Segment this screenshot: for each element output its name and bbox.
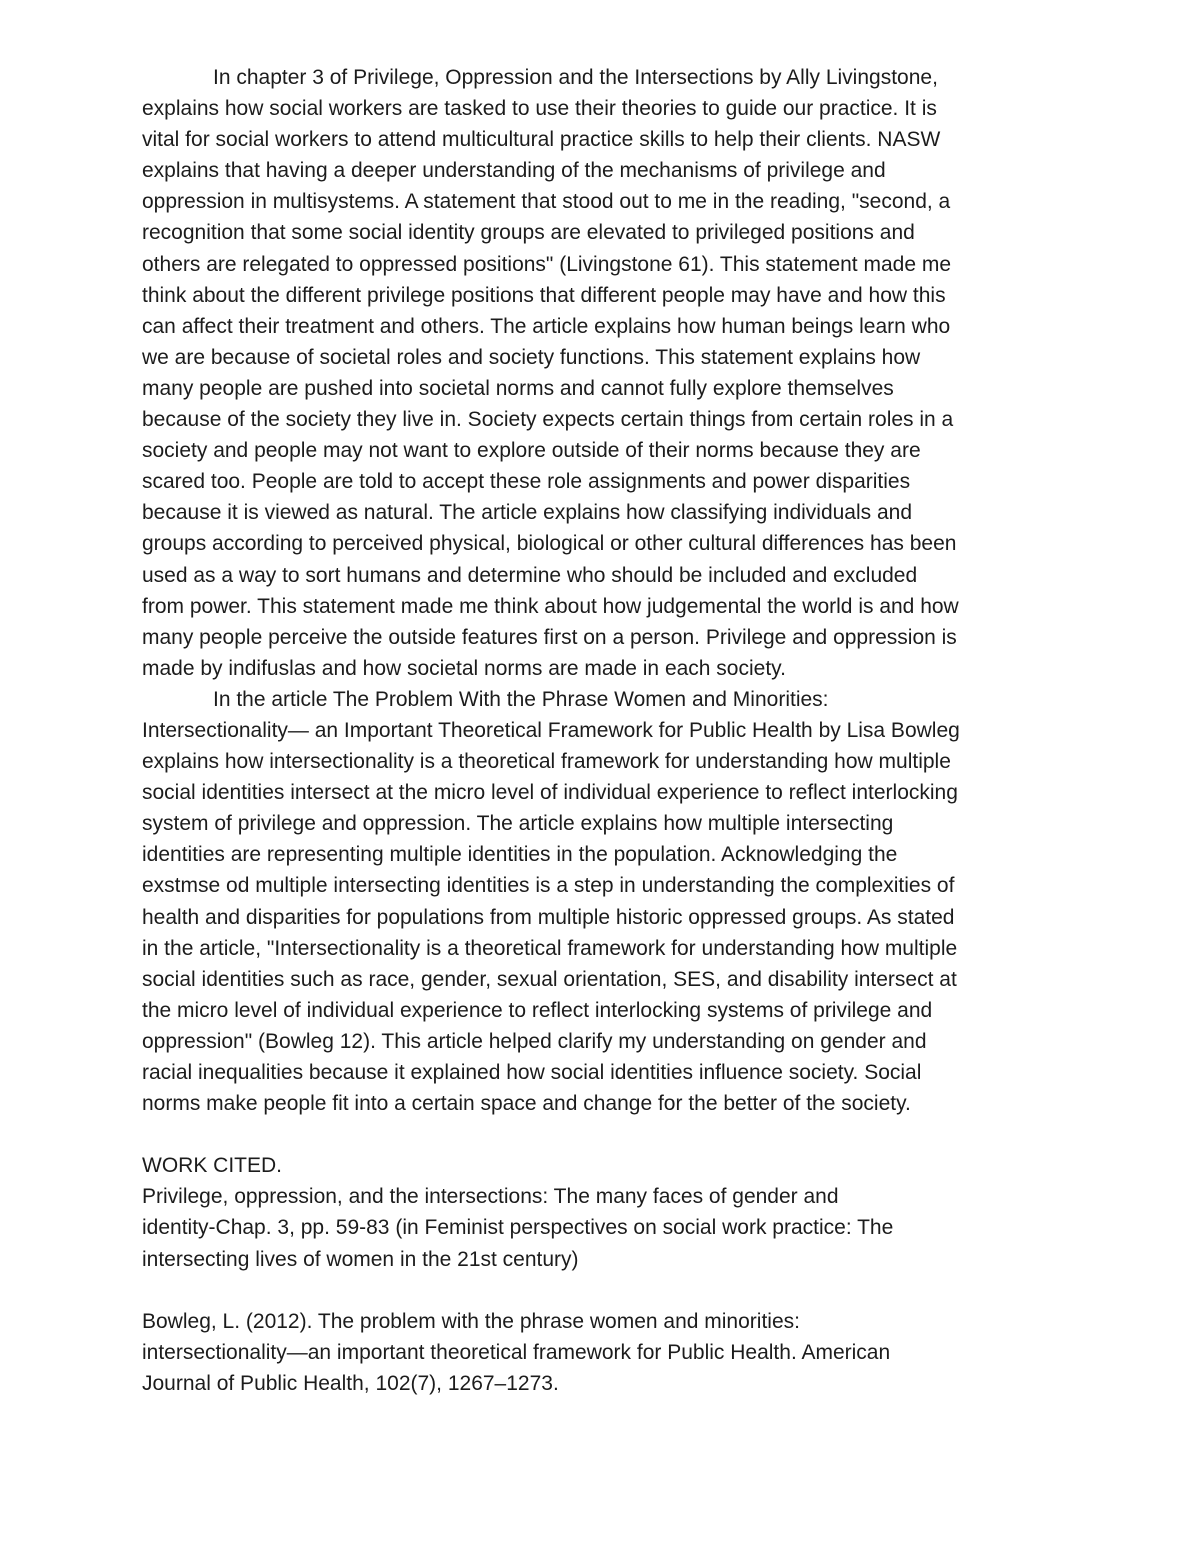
works-cited-heading: WORK CITED. [142,1154,282,1178]
paragraph-2 [142,684,1082,1119]
paragraph-1 [142,62,1082,684]
paragraph-line: because it is viewed as natural. The article explains how classifying individuals and [142,501,913,525]
paragraph-line: In the article The Problem With the Phrase Women and Minorities: [213,687,829,711]
paragraph-line: used as a way to sort humans and determine who should be included and excluded [142,563,918,587]
paragraph-line: from power. This statement made me think about how judgemental the world is and how [142,594,959,618]
citation-line: intersecting lives of women in the 21st century) [142,1247,579,1271]
paragraph-line: norms make people fit into a certain space and change for the better of the society. [142,1092,911,1116]
paragraph-line: we are because of societal roles and society functions. This statement explains how [142,345,921,369]
paragraph-line: explains how intersectionality is a theoretical framework for understanding how multiple [142,750,951,774]
citation-line: Bowleg, L. (2012). The problem with the phrase women and minorities: [142,1309,800,1333]
citation-line: identity-Chap. 3, pp. 59-83 (in Feminist perspectives on social work practice: The [142,1216,894,1240]
paragraph-line: oppression" (Bowleg 12). This article helped clarify my understanding on gender and [142,1029,927,1053]
document-body [142,62,1082,1399]
paragraph-line: think about the different privilege positions that different people may have and how this [142,283,946,307]
blank-line [142,1275,1082,1306]
paragraph-line: In chapter 3 of Privilege, Oppression and the Intersections by Ally Livingstone, [213,66,938,89]
paragraph-line: racial inequalities because it explained how social identities influence society. Social [142,1061,922,1084]
paragraph-line: in the article, "Intersectionality is a theoretical framework for understanding how multiple [142,936,958,960]
paragraph-line: social identities intersect at the micro level of individual experience to reflect interlocking [142,781,958,805]
paragraph-line: can affect their treatment and others. The article explains how human beings learn who [142,314,951,338]
paragraph-line: explains how social workers are tasked to use their theories to guide our practice. It is [142,97,937,121]
paragraph-line: groups according to perceived physical, biological or other cultural differences has been [142,532,957,556]
paragraph-line: vital for social workers to attend multicultural practice skills to help their clients. NASW [142,128,941,152]
paragraph-line: explains that having a deeper understanding of the mechanisms of privilege and [142,159,886,183]
paragraph-line: society and people may not want to explore outside of their norms because they are [142,439,921,463]
paragraph-line: oppression in multisystems. A statement that stood out to me in the reading, "second, a [142,190,951,214]
citation-line: Journal of Public Health, 102(7), 1267–1273. [142,1371,559,1395]
paragraph-line: many people perceive the outside features first on a person. Privilege and oppression is [142,625,957,649]
paragraph-line: system of privilege and oppression. The article explains how multiple intersecting [142,812,894,836]
citation-2 [142,1306,1082,1399]
blank-line [142,1119,1082,1150]
citation-1 [142,1181,1082,1274]
works-cited-section [142,1150,1082,1399]
paragraph-line: others are relegated to oppressed positions" (Livingstone 61). This statement made me [142,252,952,276]
paragraph-line: social identities such as race, gender, sexual orientation, SES, and disability intersect at [142,967,957,991]
paragraph-line: because of the society they live in. Society expects certain things from certain roles in a [142,408,954,432]
citation-line: Privilege, oppression, and the intersections: The many faces of gender and [142,1185,839,1209]
citation-line: intersectionality—an important theoretical framework for Public Health. American [142,1340,891,1364]
paragraph-line: Intersectionality— an Important Theoretical Framework for Public Health by Lisa Bowleg [142,718,960,742]
paragraph-line: health and disparities for populations from multiple historic oppressed groups. As stated [142,905,955,929]
paragraph-line: made by indifuslas and how societal norms are made in each society. [142,656,786,680]
paragraph-line: scared too. People are told to accept these role assignments and power disparities [142,470,911,494]
paragraph-line: identities are representing multiple identities in the population. Acknowledging the [142,843,898,867]
paragraph-line: recognition that some social identity groups are elevated to privileged positions and [142,221,915,245]
paragraph-line: the micro level of individual experience to reflect interlocking systems of privilege and [142,998,933,1022]
paragraph-line: many people are pushed into societal norms and cannot fully explore themselves [142,376,894,400]
paragraph-line: exstmse od multiple intersecting identities is a step in understanding the complexities of [142,874,955,898]
